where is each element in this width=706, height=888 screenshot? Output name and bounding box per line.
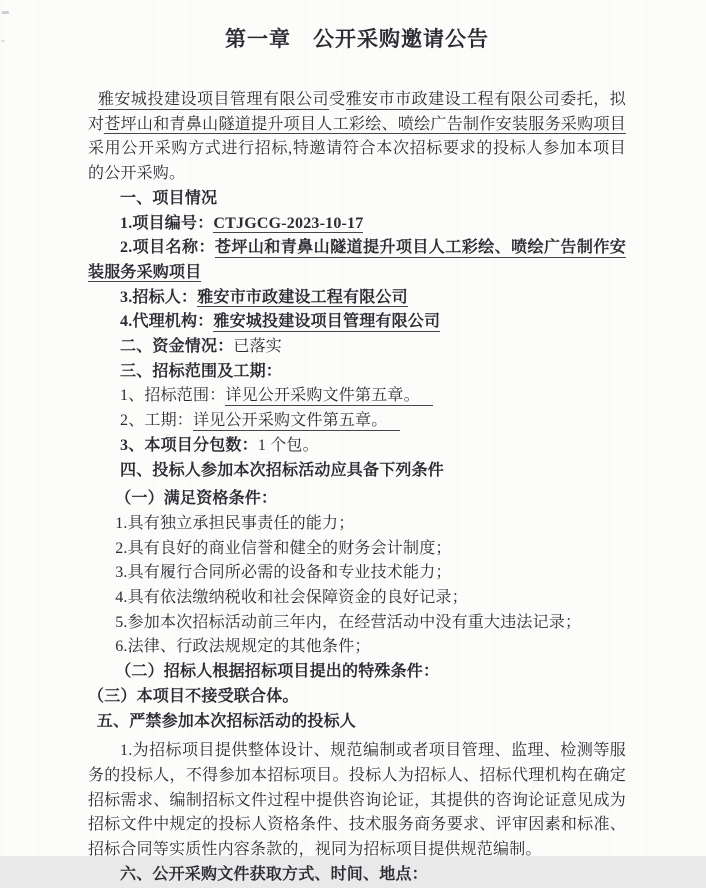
section4-heading: 四、投标人参加本次招标活动应具备下列条件 xyxy=(120,461,445,479)
special-conditions-subheading: （二）招标人根据招标项目提出的特殊条件： xyxy=(115,663,440,681)
condition-item: 6.法律、行政法规规定的其他条件； xyxy=(115,638,371,656)
intro-connector-1: 受 xyxy=(329,91,346,108)
tenderee-name-underlined: 雅安市市政建设工程有限公司 xyxy=(345,91,561,108)
project-name-line xyxy=(88,236,626,285)
condition-item: 3.具有履行合同所必需的设备和专业技术能力； xyxy=(115,564,452,582)
no-consortium-subheading: （三）本项目不接受联合体。 xyxy=(88,687,299,705)
project-number-line xyxy=(88,212,626,237)
agency-name-underlined: 雅安城投建设项目管理有限公司 xyxy=(97,91,330,108)
packages-label: 3、本项目分包数： xyxy=(120,436,258,454)
agency-line xyxy=(88,310,626,335)
funding-value: 已落实 xyxy=(233,338,283,356)
duration-line xyxy=(88,409,626,434)
section6-heading: 六、公开采购文件获取方式、时间、地点： xyxy=(120,865,428,883)
scan-artifact-speck xyxy=(1,40,5,42)
scan-artifact-speck xyxy=(2,11,9,14)
duration-label: 2、工期： xyxy=(120,412,194,430)
project-name-underlined: 苍坪山和青鼻山隧道提升项目人工彩绘、喷绘广告制作安装服务采购项目 xyxy=(104,115,626,133)
intro-tail: 采用公开采购方式进行招标,特邀请符合本次招标要求的投标人参加本项目的公开采购。 xyxy=(88,140,626,183)
agency-value: 雅安城投建设项目管理有限公司 xyxy=(213,313,441,331)
chapter-title: 第一章 公开采购邀请公告 xyxy=(225,27,489,51)
funding-line xyxy=(88,335,626,360)
prohibited-bidders-paragraph: 1.为招标项目提供整体设计、规范编制或者项目管理、监理、检测等服务的投标人，不得参加本招标项目。投标人为招标人、招标代理机构在确定招标需求、编制招标文件过程中提供咨询论证，其提供的咨询论证意见成为招标文件中规定的投标人资格条件、技术服务商务要求、评审因素和标准、招标合同等实质性内容条款的，视同为招标项目提供规范编制。 xyxy=(88,742,626,859)
section1-heading: 一、项目情况 xyxy=(120,189,218,207)
condition-item: 5.参加本次招标活动前三年内，在经营活动中没有重大违法记录； xyxy=(115,613,582,631)
funding-label: 二、资金情况： xyxy=(120,338,234,356)
qualification-subheading: （一）满足资格条件： xyxy=(115,490,278,508)
intro-paragraph xyxy=(88,88,626,187)
scope-line xyxy=(88,384,626,409)
agency-label: 4.代理机构： xyxy=(120,313,214,331)
duration-value: 详见公开采购文件第五章。 xyxy=(193,412,400,431)
intro-connector-2: 委托，拟对 xyxy=(88,91,626,133)
condition-item: 2.具有良好的商业信誉和健全的财务会计制度； xyxy=(115,539,452,557)
project-number-value: CTJGCG-2023-10-17 xyxy=(213,214,364,232)
section5-heading: 五、严禁参加本次招标活动的投标人 xyxy=(96,712,356,730)
packages-line xyxy=(88,434,626,459)
scope-label: 1、招标范围： xyxy=(120,387,226,405)
packages-value: 1 个包。 xyxy=(257,436,319,454)
project-number-label: 1.项目编号： xyxy=(120,214,214,232)
tenderee-line xyxy=(88,286,626,311)
project-name-value: 苍坪山和青鼻山隧道提升项目人工彩绘、喷绘广告制作安装服务采购项目 xyxy=(88,239,626,281)
scope-value: 详见公开采购文件第五章。 xyxy=(225,387,432,406)
condition-item: 4.具有依法缴纳税收和社会保障资金的良好记录； xyxy=(115,589,468,607)
tenderee-label: 3.招标人： xyxy=(120,288,198,306)
tenderee-value: 雅安市市政建设工程有限公司 xyxy=(197,288,408,306)
section3-heading: 三、招标范围及工期： xyxy=(120,362,283,380)
project-name-label: 2.项目名称： xyxy=(120,239,215,257)
condition-item: 1.具有独立承担民事责任的能力； xyxy=(115,514,355,532)
